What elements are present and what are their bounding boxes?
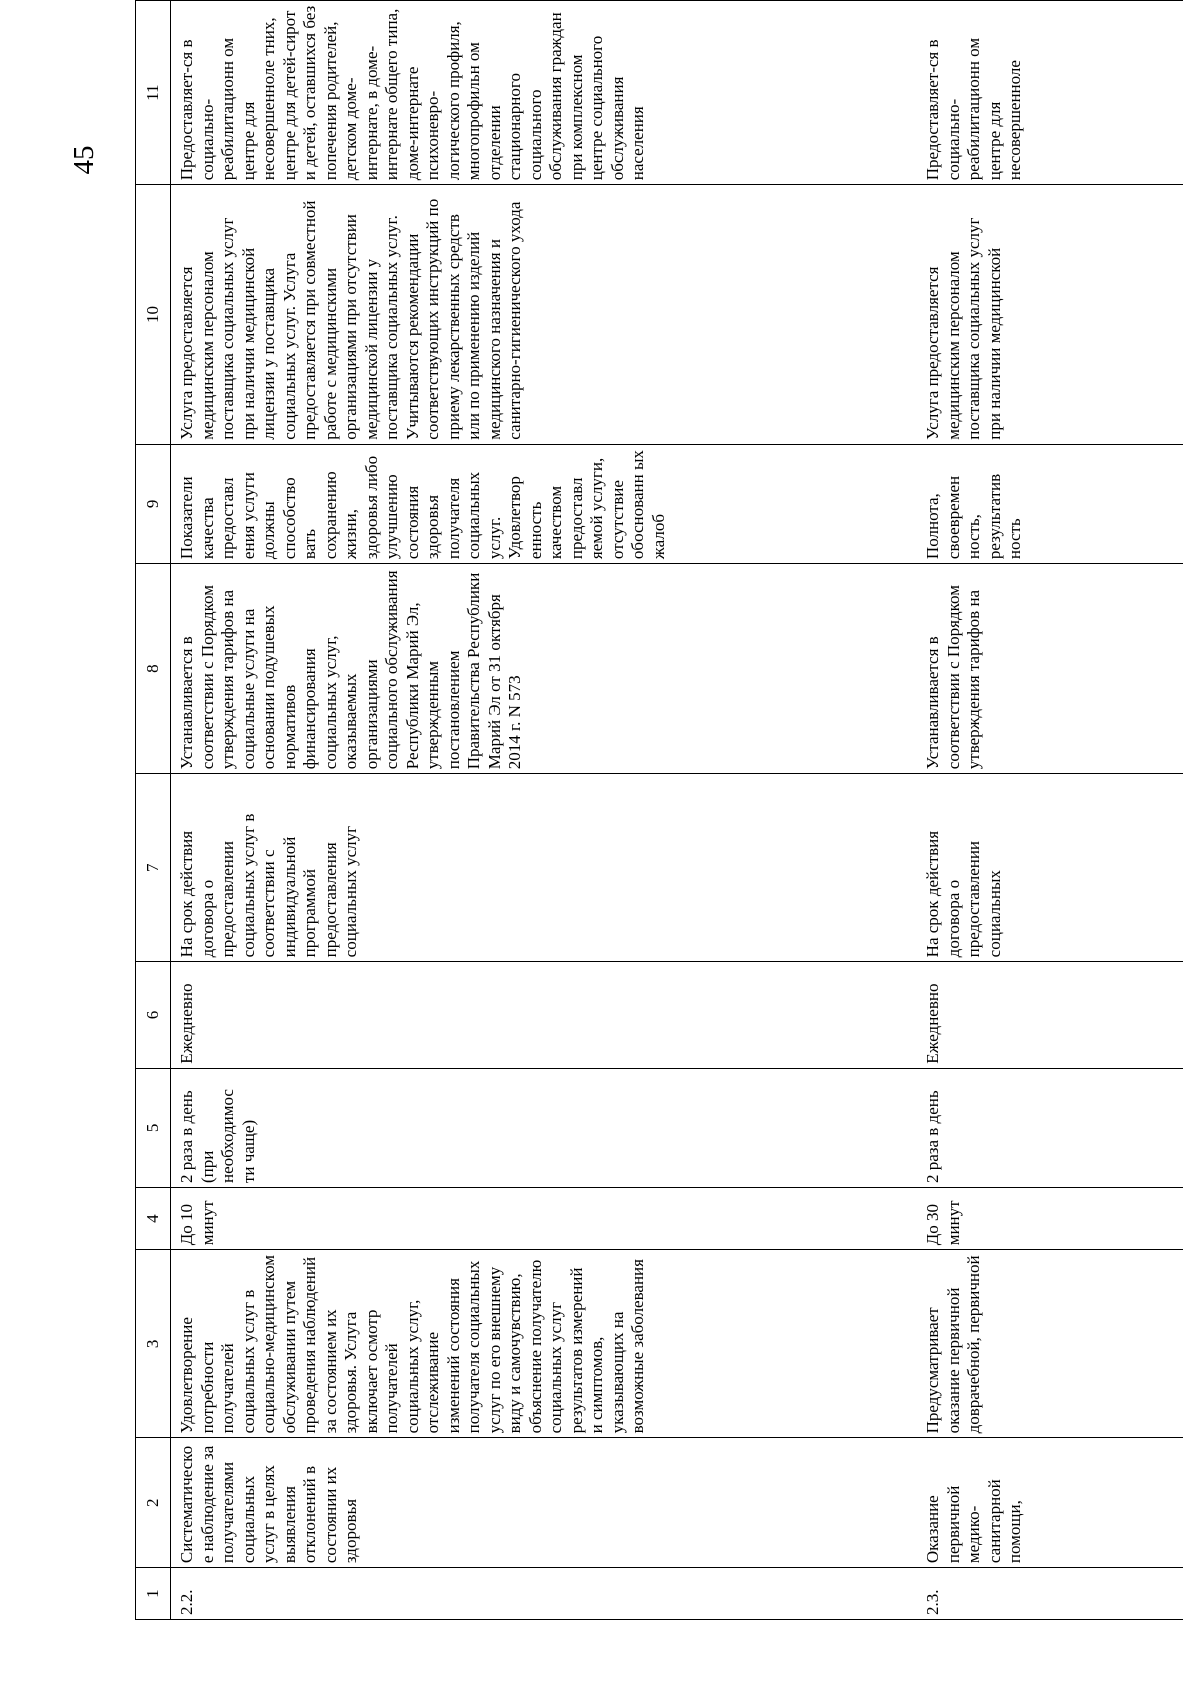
page-number: 45 bbox=[68, 145, 100, 175]
header-cell: 3 bbox=[136, 1250, 171, 1438]
header-cell: 8 bbox=[136, 564, 171, 774]
header-cell: 2 bbox=[136, 1438, 171, 1568]
tariff-cell: Устанавливается в соответствии с Порядком утверждения тарифов на социальные услуги на основании подушевых нормативов финансирования социальных услуг, оказываемых организациями социального обслуживания Республики Марий Эл, утвержденным постановлением Правительства Республики Марий Эл от 31 октября 2014 г. N 573 bbox=[171, 564, 918, 774]
services-table bbox=[135, 0, 1183, 1620]
header-cell: 7 bbox=[136, 774, 171, 962]
duration-cell: До 30 минут bbox=[917, 1188, 1183, 1250]
service-description-cell: Предусматривает оказание первичной доврачебной, первичной bbox=[917, 1250, 1183, 1438]
term-cell: На срок действия договора о предоставлении социальных услуг в соответствии с индивидуальной программой предоставления социальных услуг bbox=[171, 774, 918, 962]
table-row bbox=[917, 1, 1183, 1620]
provider-cell: Предоставляет-ся в социально-реабилитационн ом центре для несовершенноле тних, центре для детей-сирот и детей, оставшихся без попечения родителей, детском доме-интернате, в доме-интернате общего типа, доме-интернате психоневро-логического профиля, многопрофильн ом отделении стационарного социального обслуживания граждан при комплексном центре социального обслуживания населения bbox=[171, 1, 918, 185]
header-cell: 9 bbox=[136, 444, 171, 563]
table-row bbox=[171, 1, 918, 1620]
rotated-table-container bbox=[135, 0, 1200, 1620]
service-name-cell: Систематическо е наблюдение за получателями социальных услуг в целях выявления отклонений в состоянии их здоровья bbox=[171, 1438, 918, 1568]
tariff-cell: Устанавливается в соответствии с Порядком утверждения тарифов на bbox=[917, 564, 1183, 774]
row-number-cell: 2.2. bbox=[171, 1568, 918, 1620]
header-cell: 4 bbox=[136, 1188, 171, 1250]
header-cell: 11 bbox=[136, 1, 171, 185]
quality-indicators-cell: Полнота, своевремен ность, результатив ность bbox=[917, 444, 1183, 563]
header-row bbox=[136, 1, 171, 1620]
term-cell: На срок действия договора о предоставлении социальных bbox=[917, 774, 1183, 962]
quality-indicators-cell: Показатели качества предоставл ения услуги должны способство вать сохранению жизни, здоровья либо улучшению состояния здоровья получателя социальных услуг. Удовлетвор енность качеством предоставл яемой услуги, отсутствие обоснованн ых жалоб bbox=[171, 444, 918, 563]
conditions-cell: Услуга предоставляется медицинским персоналом поставщика социальных услуг при наличии медицинской лицензии у поставщика социальных услуг. Услуга предоставляется при совместной работе с медицинскими организациями при отсутствии медицинской лицензии у поставщика социальных услуг. Учитываются рекомендации соответствующих инструкций по приему лекарственных средств или по применению изделий медицинского назначения и санитарно-гигиенического ухода bbox=[171, 185, 918, 444]
periodicity-cell: Ежедневно bbox=[917, 962, 1183, 1068]
provider-cell: Предоставляет-ся в социально-реабилитационн ом центре для несовершенноле bbox=[917, 1, 1183, 185]
header-cell: 6 bbox=[136, 962, 171, 1068]
duration-cell: До 10 минут bbox=[171, 1188, 918, 1250]
frequency-cell: 2 раза в день bbox=[917, 1068, 1183, 1187]
service-description-cell: Удовлетворение потребности получателей социальных услуг в социально-медицинском обслуживании путем проведения наблюдений за состоянием их здоровья. Услуга включает осмотр получателей социальных услуг, отслеживание изменений состояния получателя социальных услуг по его внешнему виду и самочувствию, объяснение получателю социальных услуг результатов измерений и симптомов, указывающих на возможные заболевания bbox=[171, 1250, 918, 1438]
service-name-cell: Оказание первичной медико-санитарной помощи, bbox=[917, 1438, 1183, 1568]
conditions-cell: Услуга предоставляется медицинским персоналом поставщика социальных услуг при наличии медицинской bbox=[917, 185, 1183, 444]
header-cell: 5 bbox=[136, 1068, 171, 1187]
header-cell: 10 bbox=[136, 185, 171, 444]
periodicity-cell: Ежедневно bbox=[171, 962, 918, 1068]
frequency-cell: 2 раза в день (при необходимос ти чаще) bbox=[171, 1068, 918, 1187]
header-cell: 1 bbox=[136, 1568, 171, 1620]
row-number-cell: 2.3. bbox=[917, 1568, 1183, 1620]
